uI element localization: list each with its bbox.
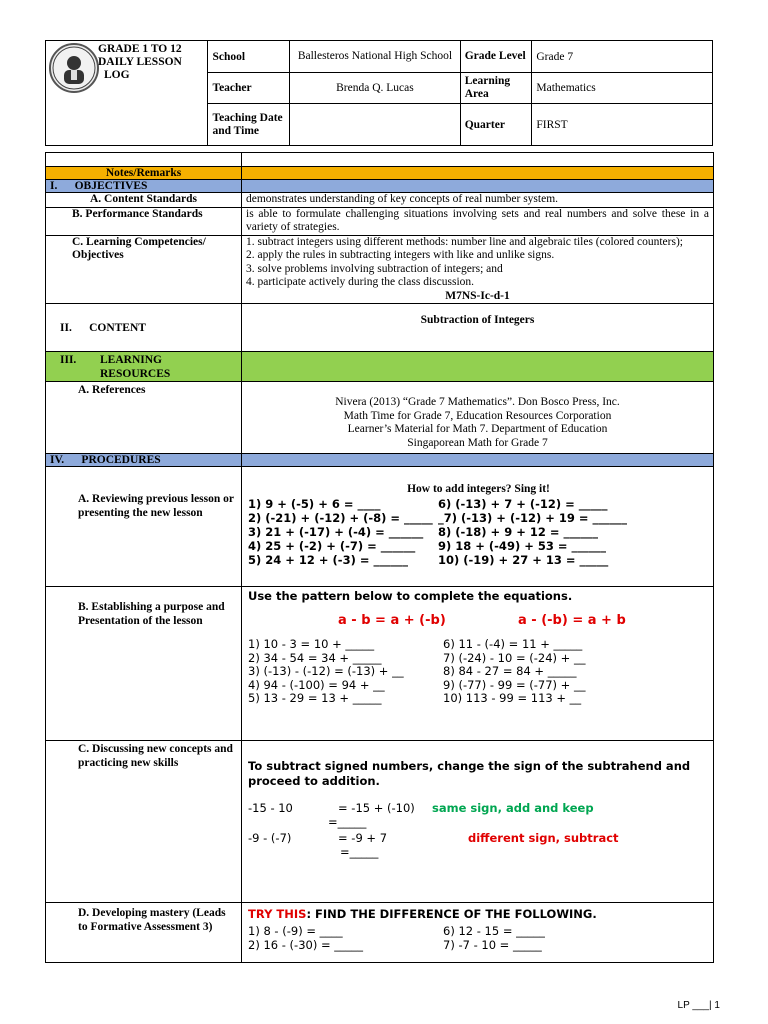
b-item-9: 9) (-77) - 99 = (-77) + __	[443, 677, 586, 692]
teacher-label: Teacher	[208, 73, 290, 104]
title-cell	[46, 41, 208, 146]
a-item-9: 9) 18 + (-49) + 53 = ______	[438, 539, 606, 553]
b-item-5: 5) 13 - 29 = 13 + _____	[248, 691, 382, 705]
performance-standards-text: is able to formulate challenging situations involving sets and real numbers and solve these in a variety of strategies.	[242, 207, 714, 235]
rule-subtract-positive: a - b = a + (-b)	[338, 613, 446, 628]
resources-heading-text: LEARNING RESOURCES	[100, 354, 171, 380]
references-list	[242, 382, 714, 454]
procedure-b-label	[46, 587, 242, 741]
b-item-10: 10) 113 - 99 = 113 + __	[443, 691, 582, 705]
reference-3: Learner’s Material for Math 7. Department of Education	[347, 423, 608, 435]
quarter-value: FIRST	[532, 104, 713, 146]
procedure-c-label	[46, 741, 242, 903]
procedure-a-content	[242, 467, 714, 587]
competencies-label: C. Learning Competencies/ Objectives	[46, 235, 242, 304]
procedure-d-content	[242, 903, 714, 963]
procedure-d-label	[46, 903, 242, 963]
a-item-3: 3) 21 + (-17) + (-4) = ______	[248, 525, 424, 539]
competency-3: 3. solve problems involving subtraction of integers; and	[246, 262, 503, 275]
b-item-2: 2) 34 - 54 = 34 + _____	[248, 650, 382, 665]
page-footer: LP ___| 1	[677, 1000, 720, 1011]
b-item-8: 8) 84 - 27 = 84 + _____	[443, 664, 577, 678]
procedure-a-label-text: A. Reviewing previous lesson or presenting the new lesson	[78, 493, 234, 519]
c-example-1-note: same sign, add and keep	[432, 801, 594, 815]
notes-remarks-label: Notes/Remarks	[46, 167, 242, 180]
procedure-b-title: Use the pattern below to complete the equations.	[248, 589, 573, 603]
content-standards-text: demonstrates understanding of key concepts of real number system.	[242, 193, 714, 208]
c-example-2-left: -9 - (-7)	[248, 831, 292, 845]
a-item-1: 1) 9 + (-5) + 6 = ____	[248, 497, 381, 511]
lesson-table	[45, 152, 714, 963]
content-value: Subtraction of Integers	[242, 304, 714, 352]
competency-1: 1. subtract integers using different methods: number line and algebraic tiles (colored counters);	[246, 235, 683, 248]
resources-heading: III. LEARNING RESOURCES	[46, 352, 242, 382]
school-seal-logo	[49, 43, 99, 93]
b-item-4: 4) 94 - (-100) = 94 + __	[248, 677, 385, 692]
references-label: A. References	[46, 382, 242, 454]
a-item-2: 2) (-21) + (-12) + (-8) = _____	[248, 511, 433, 525]
procedure-d-title: : FIND THE DIFFERENCE OF THE FOLLOWING.	[306, 907, 597, 921]
d-item-1: 1) 8 - (-9) = ____	[248, 924, 343, 938]
content-label: II. CONTENT	[46, 304, 242, 352]
reference-1: Nivera (2013) “Grade 7 Mathematics”. Don Bosco Press, Inc.	[335, 396, 620, 408]
b-item-3: 3) (-13) - (-12) = (-13) + __	[248, 664, 404, 678]
procedure-d-label-text: D. Developing mastery (Leads to Formative Assessment 3)	[78, 907, 226, 933]
c-example-1-blank: =_____	[328, 815, 367, 829]
reference-2: Math Time for Grade 7, Education Resources Corporation	[343, 409, 612, 422]
b-item-1: 1) 10 - 3 = 10 + _____	[248, 637, 375, 651]
objectives-heading: I. OBJECTIVES	[46, 180, 242, 193]
c-example-1-left: -15 - 10	[248, 801, 293, 815]
competency-2: 2. apply the rules in subtracting integers with like and unlike signs.	[246, 249, 555, 261]
d-item-6: 6) 12 - 15 = _____	[443, 924, 545, 938]
try-this-label: TRY THIS	[248, 907, 307, 921]
a-item-5: 5) 24 + 12 + (-3) = ______	[248, 553, 408, 567]
procedures-heading: IV. PROCEDURES	[46, 454, 242, 467]
c-example-1-mid: = -15 + (-10)	[338, 801, 415, 815]
procedure-c-title: To subtract signed numbers, change the sign of the subtrahend and proceed to addition.	[248, 759, 691, 788]
c-example-2-mid: = -9 + 7	[338, 831, 388, 845]
a-item-10: 10) (-19) + 27 + 13 = _____	[438, 553, 609, 567]
procedure-c-content	[242, 741, 714, 903]
d-item-7: 7) -7 - 10 = _____	[443, 937, 542, 952]
tdt-label: Teaching Date and Time	[208, 104, 290, 146]
quarter-label: Quarter	[460, 104, 532, 146]
area-value: Mathematics	[532, 73, 713, 104]
c-example-2-note: different sign, subtract	[468, 831, 619, 845]
grade-label: Grade Level	[460, 41, 532, 73]
title-line-2: DAILY LESSON	[98, 56, 182, 68]
a-item-7: _7) (-13) + (-12) + 19 = ______	[438, 511, 628, 525]
competencies-text	[242, 235, 714, 304]
grade-value: Grade 7	[532, 41, 713, 73]
teacher-value: Brenda Q. Lucas	[290, 73, 461, 104]
a-item-6: 6) (-13) + 7 + (-12) = _____	[438, 497, 608, 511]
competency-code: M7NS-Ic-d-1	[445, 289, 510, 302]
procedure-b-label-text: B. Establishing a purpose and Presentation of the lesson	[78, 601, 225, 627]
procedure-c-label-text: C. Discussing new concepts and practicing new skills	[78, 743, 233, 769]
d-item-2: 2) 16 - (-30) = _____	[248, 937, 364, 952]
b-item-7: 7) (-24) - 10 = (-24) + __	[443, 650, 586, 665]
area-label: Learning Area	[460, 73, 532, 104]
school-label: School	[208, 41, 290, 73]
c-example-2-blank: =_____	[340, 845, 379, 859]
a-item-8: 8) (-18) + 9 + 12 = ______	[438, 525, 598, 539]
content-standards-label: A. Content Standards	[46, 193, 242, 208]
procedure-a-label	[46, 467, 242, 587]
b-item-6: 6) 11 - (-4) = 11 + _____	[443, 637, 583, 651]
rule-subtract-negative: a - (-b) = a + b	[518, 613, 626, 628]
procedure-a-title: How to add integers? Sing it!	[407, 483, 550, 495]
competency-4: 4. participate actively during the class discussion.	[246, 276, 475, 288]
reference-4: Singaporean Math for Grade 7	[407, 436, 548, 449]
a-item-4: 4) 25 + (-2) + (-7) = ______	[248, 539, 416, 553]
header-table	[45, 40, 713, 146]
title-line-3: LOG	[104, 69, 130, 81]
performance-standards-label: B. Performance Standards	[46, 207, 242, 235]
title-line-1: GRADE 1 TO 12	[98, 43, 182, 55]
school-value: Ballesteros National High School	[290, 41, 461, 73]
tdt-value	[290, 104, 461, 146]
procedure-b-content	[242, 587, 714, 741]
